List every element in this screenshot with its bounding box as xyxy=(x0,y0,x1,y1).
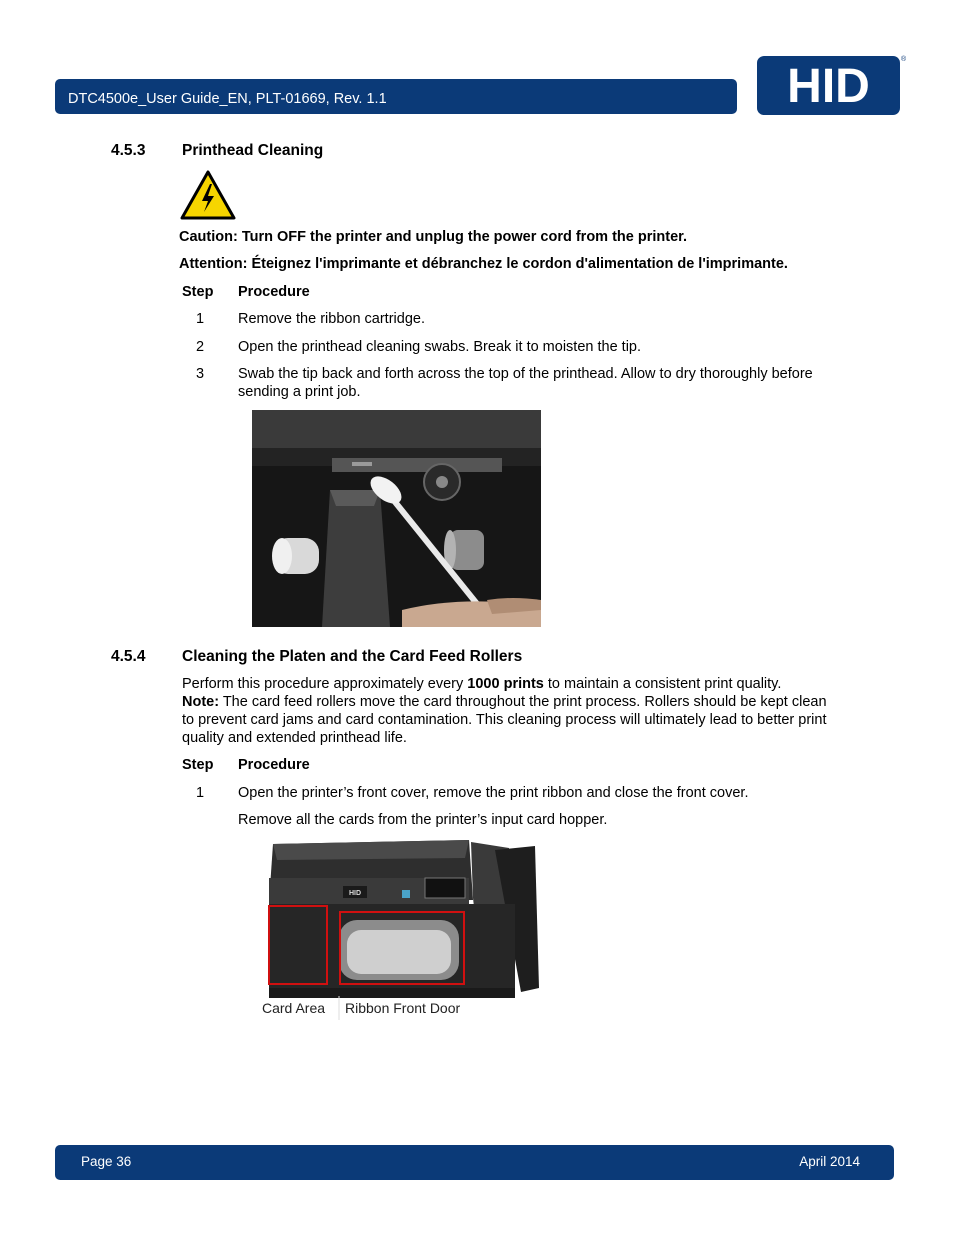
caution-text: Caution: Turn OFF the printer and unplug the power cord from the printer. xyxy=(179,229,688,245)
note-text-line: to prevent card jams and card contamination. This cleaning process will ultimately lead to better print xyxy=(182,712,827,728)
note-text-line: quality and extended printhead life. xyxy=(182,730,407,746)
ribbon-front-door-label: Ribbon Front Door xyxy=(345,1000,461,1016)
attention-text: Attention: Éteignez l'imprimante et débranchez le cordon d'alimentation de l'imprimante. xyxy=(179,256,788,272)
procedure-column-header: Procedure xyxy=(238,284,310,300)
printer-photo xyxy=(259,838,541,1030)
step-text: Open the printhead cleaning swabs. Break it to moisten the tip. xyxy=(238,339,642,355)
intro-text-end: to maintain a consistent print quality. xyxy=(543,676,782,692)
step-number: 1 xyxy=(196,785,205,801)
note-paragraph xyxy=(182,693,827,711)
page-number: Page 36 xyxy=(81,1154,132,1169)
section-title: Printhead Cleaning xyxy=(182,142,324,159)
step-number: 1 xyxy=(196,311,205,327)
section-title: Cleaning the Platen and the Card Feed Rollers xyxy=(182,648,523,665)
document-title: DTC4500e_User Guide_EN, PLT-01669, Rev. 1.1 xyxy=(68,91,387,107)
note-label: Note: xyxy=(182,694,220,710)
registered-mark: ® xyxy=(901,56,907,63)
section-number: 4.5.4 xyxy=(111,648,146,665)
step-column-header: Step xyxy=(182,284,214,300)
procedure-column-header: Procedure xyxy=(238,757,310,773)
step-text: Remove the ribbon cartridge. xyxy=(238,311,425,327)
document-title-bar xyxy=(55,79,737,114)
section-number: 4.5.3 xyxy=(111,142,146,159)
electrical-hazard-icon xyxy=(179,169,237,226)
step-number: 3 xyxy=(196,366,205,382)
step-column-header: Step xyxy=(182,757,214,773)
step-text: Swab the tip back and forth across the top of the printhead. Allow to dry thoroughly before xyxy=(238,366,813,382)
logo-text: HID xyxy=(787,60,870,113)
printhead-cleaning-photo xyxy=(252,410,541,627)
page-footer xyxy=(55,1145,894,1180)
card-area-label: Card Area xyxy=(262,1000,326,1016)
intro-emphasis: 1000 prints xyxy=(467,676,544,692)
intro-paragraph xyxy=(182,675,781,693)
step-number: 2 xyxy=(196,339,205,355)
hid-logo xyxy=(757,56,900,115)
step-text-continued: sending a print job. xyxy=(238,384,361,400)
publication-date: April 2014 xyxy=(799,1154,860,1169)
step-text: Open the printer’s front cover, remove the print ribbon and close the front cover. xyxy=(238,785,749,801)
intro-text: Perform this procedure approximately every xyxy=(182,676,468,692)
printer-front-logo: HID xyxy=(348,890,362,897)
step-subtext: Remove all the cards from the printer’s input card hopper. xyxy=(238,812,608,828)
note-text: The card feed rollers move the card throughout the print process. Rollers should be kept clean xyxy=(219,694,827,710)
